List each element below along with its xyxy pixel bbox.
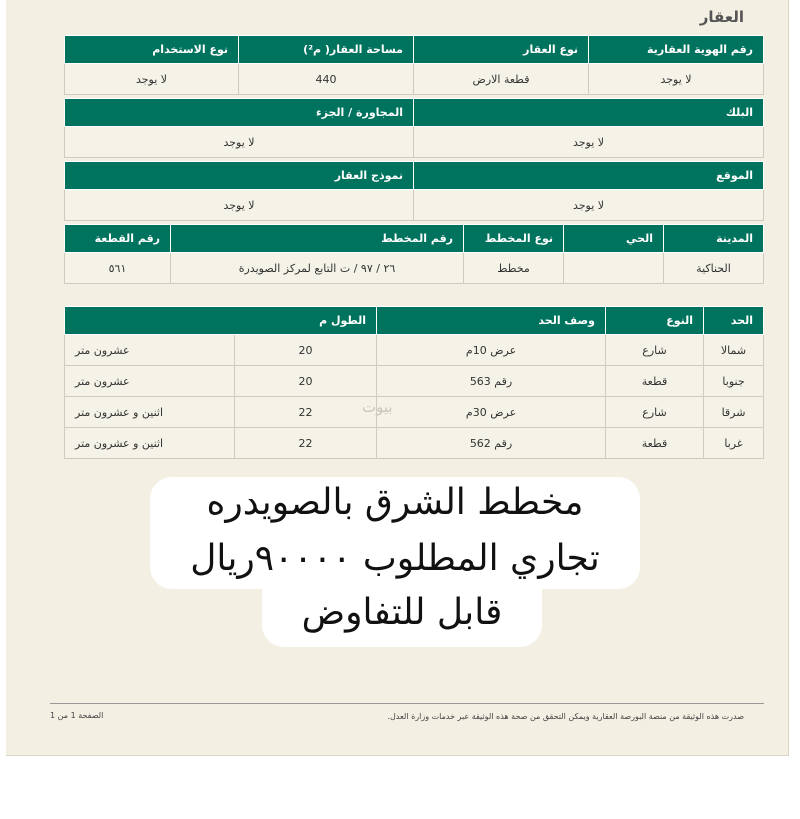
bounds-table [64,306,764,459]
boundary-type: شارع [606,397,704,428]
header-city: المدينة [664,225,764,253]
table-row [65,335,764,366]
header-property-model: نموذج العقار [65,162,414,190]
table-row [65,428,764,459]
value-usage: لا يوجد [65,64,239,95]
header-length: الطول م [65,307,377,335]
sale-line-price: تجاري المطلوب ٩٠٠٠٠ريال [190,538,600,579]
value-plan-type: مخطط [464,253,564,284]
header-plan-type: نوع المخطط [464,225,564,253]
boundary-direction: جنوبا [704,366,764,397]
value-district [564,253,664,284]
property-table-row1 [64,35,764,95]
boundary-description: رقم 562 [377,428,606,459]
value-property-type: قطعة الارض [414,64,589,95]
header-usage: نوع الاستخدام [65,36,239,64]
boundary-description: عرض 10م [377,335,606,366]
value-property-model: لا يوجد [65,190,414,221]
header-location: الموقع [414,162,764,190]
header-property-id: رقم الهوية العقارية [589,36,764,64]
property-table-row3 [64,161,764,221]
header-property-type: نوع العقار [414,36,589,64]
boundary-description: رقم 563 [377,366,606,397]
boundary-length-text: اثنين و عشرون متر [65,428,235,459]
header-block: البلك [414,99,764,127]
header-type: النوع [606,307,704,335]
boundary-direction: شمالا [704,335,764,366]
boundary-direction: غربا [704,428,764,459]
header-neighborhood-part: المجاورة / الجزء [65,99,414,127]
property-table-row2 [64,98,764,158]
section-title: العقار [699,8,744,26]
value-plan-number: ٢٦ / ٩٧ / ت التابع لمركز الصويدرة [171,253,464,284]
value-location: لا يوجد [414,190,764,221]
value-plot-number: ٥٦١ [65,253,171,284]
value-neighborhood-part: لا يوجد [65,127,414,158]
header-district: الحي [564,225,664,253]
value-block: لا يوجد [414,127,764,158]
page-number: الصفحة 1 من 1 [50,711,104,720]
boundary-type: قطعة [606,428,704,459]
boundary-length-text: عشرون متر [65,335,235,366]
boundary-length-text: اثنين و عشرون متر [65,397,235,428]
footer-note: صدرت هذه الوثيقة من منصة البورصة العقارية ويمكن التحقق من صحة هذه الوثيقة عبر خدمات وزارة العدل. [387,712,744,721]
boundary-length: 22 [235,428,377,459]
boundary-direction: شرقا [704,397,764,428]
header-description: وصف الحد [377,307,606,335]
header-plot-number: رقم القطعة [65,225,171,253]
header-boundary: الحد [704,307,764,335]
boundary-length-text: عشرون متر [65,366,235,397]
watermark: بيوت [362,398,393,416]
table-row [65,366,764,397]
value-city: الحناكية [664,253,764,284]
sale-line-plan: مخطط الشرق بالصويدره [206,482,584,523]
boundary-type: شارع [606,335,704,366]
boundary-length: 20 [235,335,377,366]
sale-line-negotiable: قابل للتفاوض [301,592,503,633]
boundary-type: قطعة [606,366,704,397]
boundary-description: عرض 30م [377,397,606,428]
footer-divider [50,703,764,704]
header-area: مساحة العقار( م²) [239,36,414,64]
table-row [65,397,764,428]
property-table-row4 [64,224,764,284]
value-property-id: لا يوجد [589,64,764,95]
boundary-length: 22 [235,397,377,428]
header-plan-number: رقم المخطط [171,225,464,253]
value-area: 440 [239,64,414,95]
boundary-length: 20 [235,366,377,397]
